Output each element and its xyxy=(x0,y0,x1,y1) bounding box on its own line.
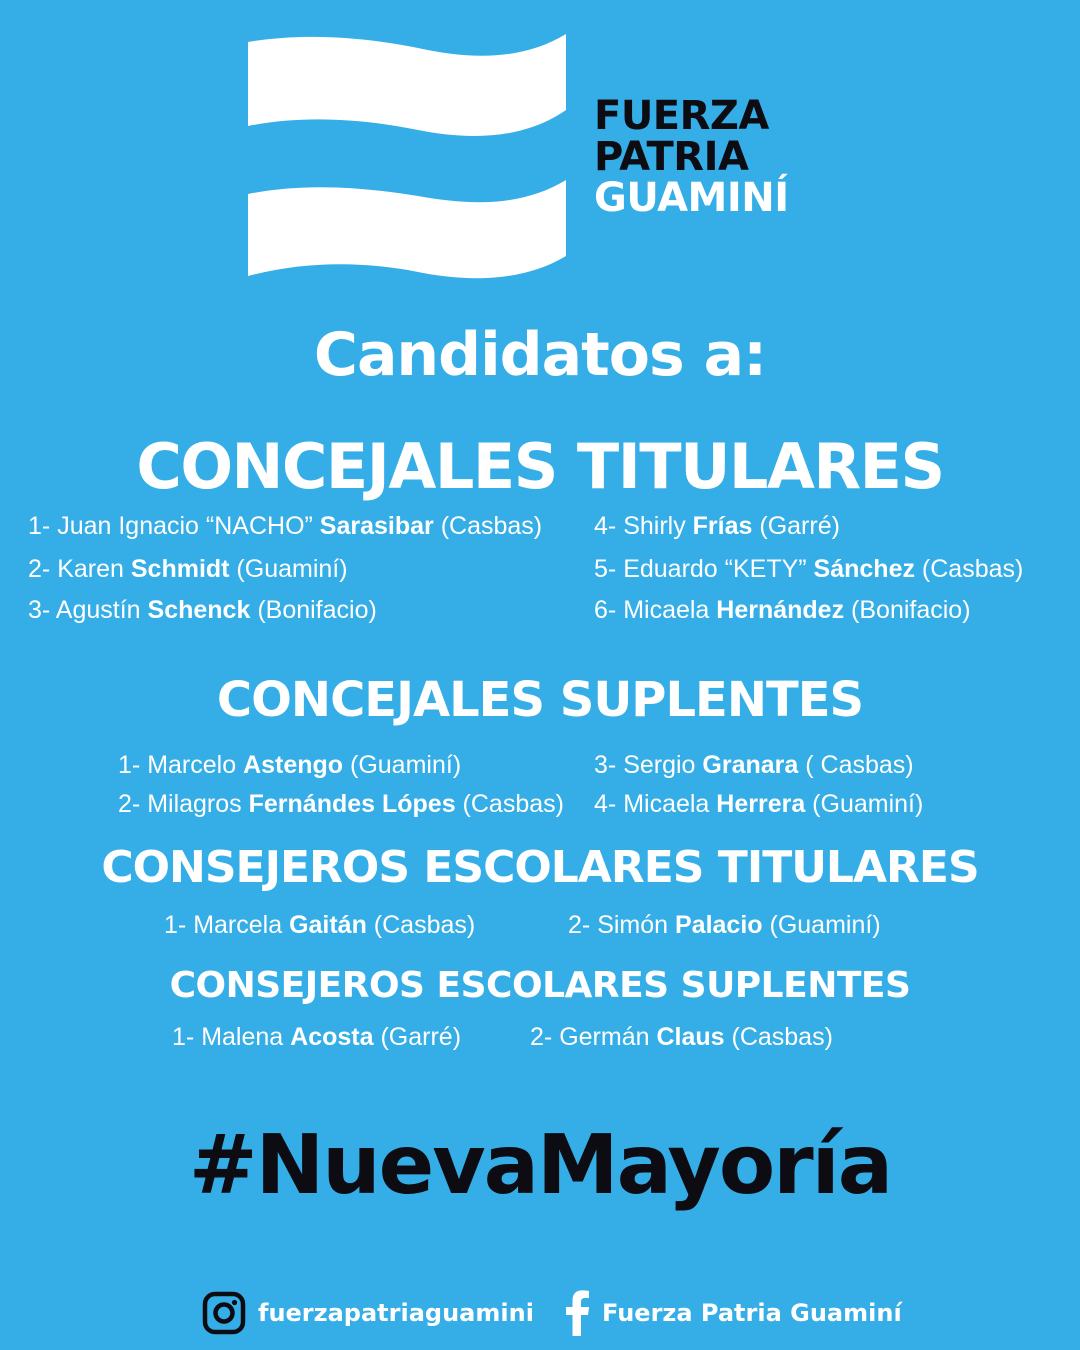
candidate-item: 2- Milagros Fernándes Lópes (Casbas) xyxy=(118,790,564,818)
candidate-item: 3- Sergio Granara ( Casbas) xyxy=(594,751,914,779)
instagram-handle: fuerzapatriaguamini xyxy=(258,1299,534,1327)
flag-logo-icon xyxy=(248,30,568,280)
brand-line-1: FUERZA xyxy=(594,93,769,139)
candidate-item: 6- Micaela Hernández (Bonifacio) xyxy=(594,596,971,624)
instagram-link[interactable] xyxy=(202,1290,534,1336)
brand-name xyxy=(594,93,789,221)
candidate-item: 5- Eduardo “KETY” Sánchez (Casbas) xyxy=(594,555,1024,583)
facebook-icon xyxy=(566,1290,590,1336)
section-title-consejeros-suplentes: CONSEJEROS ESCOLARES SUPLENTES xyxy=(169,965,911,1006)
candidate-item: 1- Marcelo Astengo (Guaminí) xyxy=(118,751,462,779)
candidates-header: Candidatos a: xyxy=(313,320,767,390)
section-title-consejeros-titulares: CONSEJEROS ESCOLARES TITULARES xyxy=(101,842,979,893)
facebook-page-name: Fuerza Patria Guaminí xyxy=(602,1299,902,1327)
candidate-item: 2- Karen Schmidt (Guaminí) xyxy=(28,555,348,583)
facebook-link[interactable] xyxy=(566,1290,902,1336)
section-title-concejales-suplentes: CONCEJALES SUPLENTES xyxy=(216,672,864,728)
candidate-item: 3- Agustín Schenck (Bonifacio) xyxy=(28,596,377,624)
candidate-item: 4- Shirly Frías (Garré) xyxy=(594,512,840,540)
candidate-item: 1- Malena Acosta (Garré) xyxy=(172,1023,462,1051)
candidate-item: 1- Marcela Gaitán (Casbas) xyxy=(164,911,476,939)
section-title-concejales-titulares: CONCEJALES TITULARES xyxy=(136,430,944,503)
brand-line-3: GUAMINÍ xyxy=(594,175,789,221)
candidate-item: 2- Simón Palacio (Guaminí) xyxy=(568,911,881,939)
candidate-item: 4- Micaela Herrera (Guaminí) xyxy=(594,790,924,818)
instagram-icon xyxy=(202,1291,246,1335)
hashtag: #NuevaMayoría xyxy=(188,1118,892,1213)
brand-line-2: PATRIA xyxy=(594,134,749,180)
candidate-item: 1- Juan Ignacio “NACHO” Sarasibar (Casbas) xyxy=(28,512,543,540)
candidate-item: 2- Germán Claus (Casbas) xyxy=(530,1023,833,1051)
